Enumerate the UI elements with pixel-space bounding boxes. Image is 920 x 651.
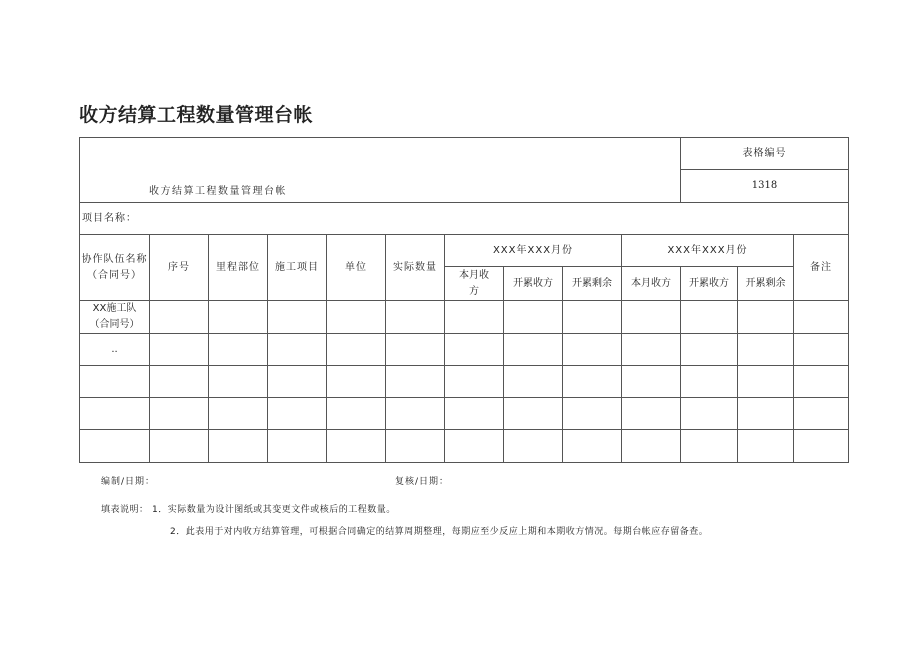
- header-remark: 备注: [794, 235, 849, 301]
- header-team: 协作队伍名称（合同号）: [80, 235, 150, 301]
- team-cell: XX施工队（合同号）: [80, 301, 150, 334]
- subheader-cumulative-receive-2: 开累收方: [681, 267, 738, 301]
- subheader-cumulative-remaining: 开累剩余: [563, 267, 622, 301]
- table-row: [80, 398, 849, 430]
- header-unit: 单位: [327, 235, 386, 301]
- subheader-month-receive: 本月收方: [445, 267, 504, 301]
- table-row: [80, 334, 849, 366]
- table-row: [80, 366, 849, 398]
- header-item: 施工项目: [268, 235, 327, 301]
- table-row: [80, 301, 849, 334]
- notes-label: 填表说明：: [101, 505, 149, 515]
- form-title: 收方结算工程数量管理台帐: [80, 138, 681, 203]
- subheader-cumulative-receive: 开累收方: [504, 267, 563, 301]
- subheader-cumulative-remaining-2: 开累剩余: [738, 267, 794, 301]
- form-number-value: 1318: [681, 170, 849, 203]
- page-title: 收方结算工程数量管理台帐: [79, 104, 314, 126]
- reviewed-by-label: 复核/日期：: [395, 477, 450, 487]
- team-cell: [80, 398, 150, 430]
- ledger-table: [79, 137, 849, 463]
- header-period-2: XXX年XXX月份: [622, 235, 794, 267]
- note-item-1: 1．实际数量为设计图纸或其变更文件或核后的工程数量。: [152, 505, 396, 515]
- header-period-1: XXX年XXX月份: [445, 235, 622, 267]
- team-cell: [80, 430, 150, 463]
- header-actual-qty: 实际数量: [386, 235, 445, 301]
- table-row: [80, 430, 849, 463]
- note-item-2: 2．此表用于对内收方结算管理，可根据合同确定的结算周期整理，每期应至少反应上期和本期收方情况。每期台帐应存留备查。: [170, 527, 709, 537]
- subheader-month-receive-2: 本月收方: [622, 267, 681, 301]
- header-mileage: 里程部位: [209, 235, 268, 301]
- team-cell: ..: [80, 334, 150, 366]
- project-name-label: 项目名称：: [80, 203, 849, 235]
- header-seq: 序号: [150, 235, 209, 301]
- team-cell: [80, 366, 150, 398]
- prepared-by-label: 编制/日期：: [101, 477, 156, 487]
- form-number-label: 表格编号: [681, 138, 849, 170]
